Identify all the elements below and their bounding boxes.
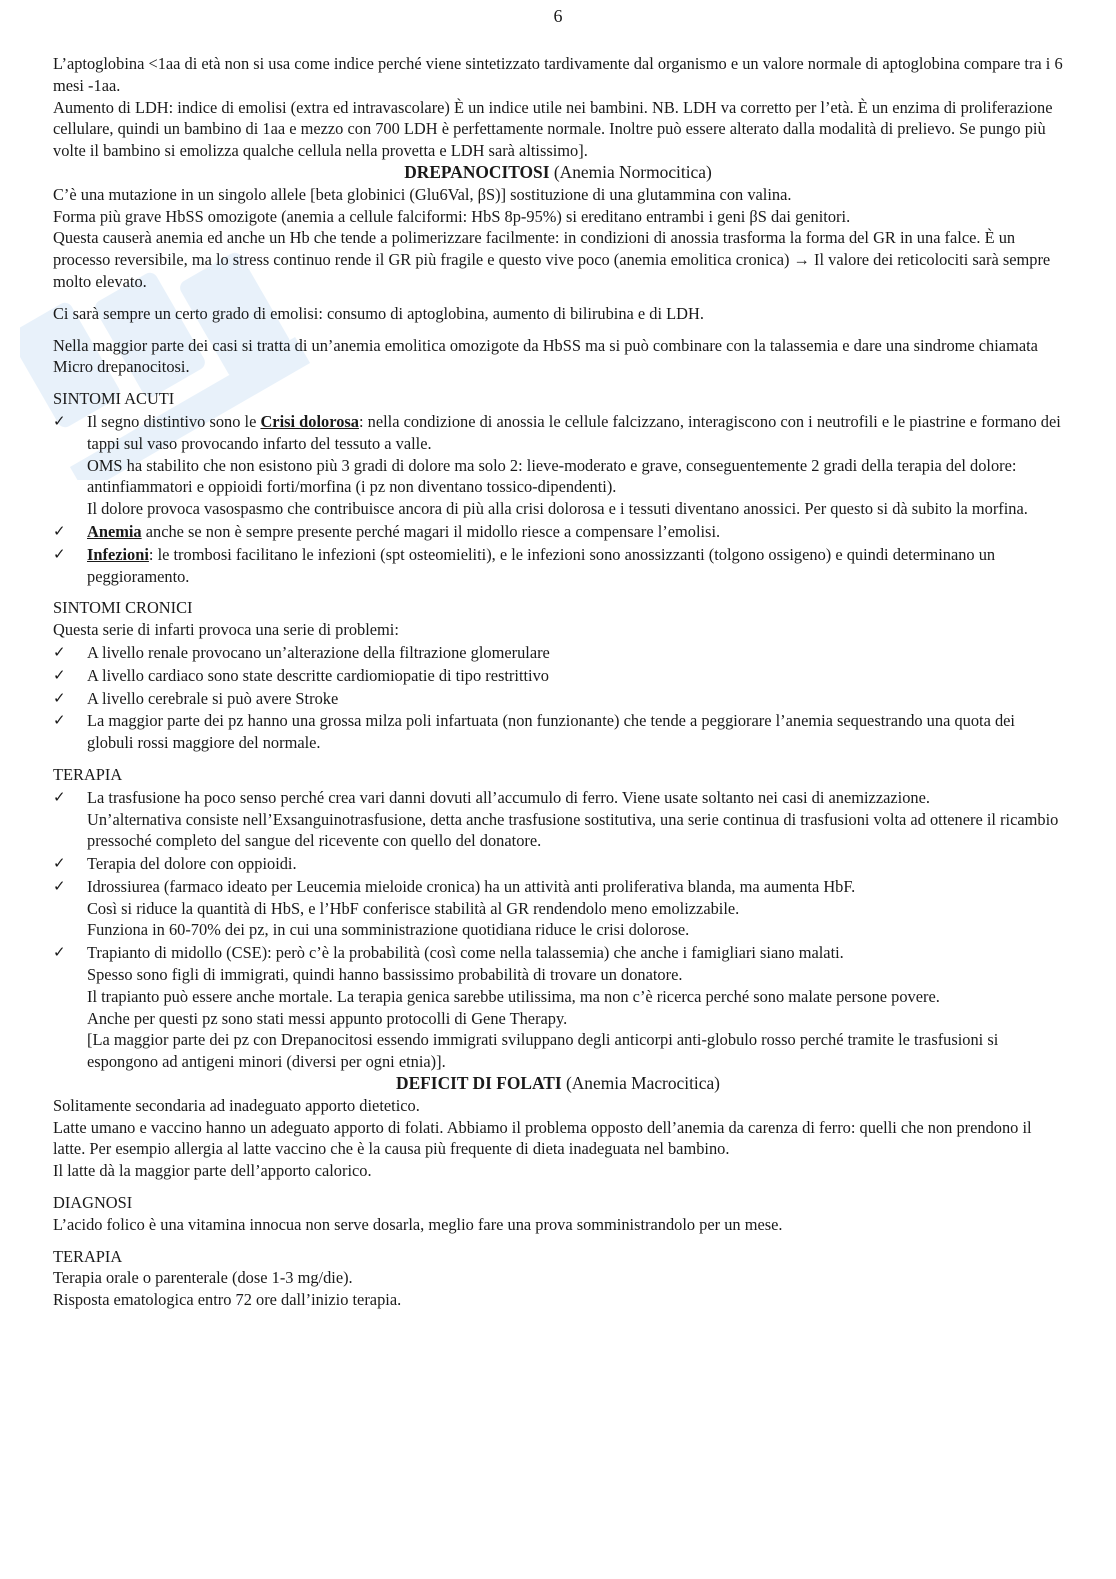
checkmark-icon: ✓	[53, 544, 66, 563]
item-text: : le trombosi facilitano le infezioni (spt osteomieliti), e le infezioni sono anossizzanti (tolgono ossigeno) e quindi determinano un peggioramento.	[87, 544, 996, 586]
drepano-paragraph-3: Questa causerà anemia ed anche un Hb che tende a polimerizzare facilmente: in condizioni di anossia trasforma la forma del GR in una falce. È un processo reversibile, ma lo stress continuo rende il GR più fragile e questo vive poco (anemia emolitica cronica) → Il valore dei reticolociti sarà sempre molto elevato.	[53, 228, 1051, 291]
terapia-folati-line-1: Terapia orale o parenterale (dose 1-3 mg/die).	[53, 1268, 353, 1288]
heading-terapia-folati: TERAPIA	[53, 1246, 123, 1266]
item-text: A livello renale provocano un’alterazione della filtrazione glomerulare	[87, 642, 550, 662]
item-text: A livello cardiaco sono state descritte cardiomiopatie di tipo restrittivo	[87, 665, 549, 685]
item-detail: Il dolore provoca vasospasmo che contribuisce ancora di più alla crisi dolorosa e i tessuti diventano anossici. Per questo si dà subito la morfina.	[87, 499, 1028, 519]
list-item	[53, 665, 1063, 687]
checkmark-icon: ✓	[53, 943, 66, 962]
checkmark-icon: ✓	[53, 711, 66, 730]
item-detail: Anche per questi pz sono stati messi appunto protocolli di Gene Therapy.	[87, 1008, 568, 1028]
diagnosi-text: L’acido folico è una vitamina innocua non serve dosarla, meglio fare una prova somministrandolo per un mese.	[53, 1214, 783, 1234]
list-item	[53, 710, 1063, 754]
list-item	[53, 521, 1063, 543]
item-detail: Funziona in 60-70% dei pz, in cui una somministrazione quotidiana riduce le crisi dolorose.	[87, 920, 690, 940]
list-item	[53, 688, 1063, 710]
list-item	[53, 544, 1063, 588]
section-subtitle: (Anemia Normocitica)	[553, 161, 712, 182]
item-lead: Anemia	[87, 521, 142, 541]
folati-paragraph-2: Latte umano e vaccino hanno un adeguato apporto di folati. Abbiamo il problema opposto dell’anemia da carenza di ferro: quelli che non prendono il latte. Per esempio allergia al latte vaccino che è la causa più frequente di dieta inadeguata nel bambino.	[53, 1117, 1032, 1159]
list-item	[53, 787, 1063, 852]
heading-sintomi-acuti: SINTOMI ACUTI	[53, 389, 175, 409]
folati-paragraph-3: Il latte dà la maggior parte dell’apporto calorico.	[53, 1161, 372, 1181]
section-title-text: DEFICIT DI FOLATI	[396, 1073, 562, 1094]
heading-diagnosi: DIAGNOSI	[53, 1193, 133, 1213]
item-detail: Il trapianto può essere anche mortale. La terapia genica sarebbe utilissima, ma non c’è ricerca perché sono malate persone povere.	[87, 986, 940, 1006]
list-terapia-drepano	[53, 787, 1063, 1073]
cronici-intro: Questa serie di infarti provoca una serie di problemi:	[53, 620, 399, 640]
item-lead: Crisi dolorosa	[260, 411, 359, 431]
checkmark-icon: ✓	[53, 876, 66, 895]
heading-terapia-drepano: TERAPIA	[53, 764, 123, 784]
list-item	[53, 853, 1063, 875]
section-title-drepanocitosi	[53, 162, 1063, 184]
section-title-folati	[53, 1073, 1063, 1095]
checkmark-icon: ✓	[53, 688, 66, 707]
checkmark-icon: ✓	[53, 642, 66, 661]
drepano-paragraph-emolisi: Ci sarà sempre un certo grado di emolisi: consumo di aptoglobina, aumento di bilirubina e di LDH.	[53, 303, 704, 323]
drepano-paragraph-micro: Nella maggior parte dei casi si tratta di un’anemia emolitica omozigote da HbSS ma si può combinare con la talassemia e dare una sindrome chiamata Micro drepanocitosi.	[53, 335, 1038, 377]
checkmark-icon: ✓	[53, 411, 66, 430]
item-detail: OMS ha stabilito che non esistono più 3 gradi di dolore ma solo 2: lieve-moderato e grave, conseguentemente 2 gradi della terapia del dolore: antinfiammatori e oppioidi forti/morfina (i pz non diventano tossico-dipendenti).	[87, 455, 1017, 497]
item-prefix: Il segno distintivo sono le	[87, 411, 261, 431]
list-item	[53, 411, 1063, 520]
section-title-text: DREPANOCITOSI	[404, 161, 550, 182]
checkmark-icon: ✓	[53, 854, 66, 873]
section-subtitle: (Anemia Macrocitica)	[565, 1073, 720, 1094]
item-text: La trasfusione ha poco senso perché crea vari danni dovuti all’accumulo di ferro. Viene usate soltanto nei casi di anemizzazione.	[87, 787, 930, 807]
item-text: A livello cerebrale si può avere Stroke	[87, 688, 339, 708]
item-detail: [La maggior parte dei pz con Drepanocitosi essendo immigrati sviluppano degli anticorpi anti-globulo rosso perché tramite le trasfusioni si espongono ad antigeni minori (diversi per ogni etnia)].	[87, 1030, 999, 1072]
list-sintomi-cronici	[53, 642, 1063, 754]
list-item	[53, 942, 1063, 1073]
list-item	[53, 642, 1063, 664]
item-lead: Infezioni	[87, 544, 149, 564]
item-detail: Spesso sono figli di immigrati, quindi hanno bassissimo probabilità di trovare un donatore.	[87, 965, 683, 985]
page-number: 6	[553, 6, 563, 26]
intro-paragraph-2: Aumento di LDH: indice di emolisi (extra ed intravascolare) È un indice utile nei bambini. NB. LDH va corretto per l’età. È un enzima di proliferazione cellulare, quindi un bambino di 1aa e mezzo con 700 LDH è perfettamente normale. Inoltre può essere alterato dalla modalità di prelievo. Se pungo più volte il bambino si emolizza qualche cellula nella provetta e LDH sarà altissimo].	[53, 97, 1053, 161]
item-text: Idrossiurea (farmaco ideato per Leucemia mieloide cronica) ha un attività anti proliferativa blanda, ma aumenta HbF.	[87, 876, 856, 896]
intro-paragraph-1: L’aptoglobina <1aa di età non si usa come indice perché viene sintetizzato tardivamente dal organismo e un valore normale di aptoglobina compare tra i 6 mesi -1aa.	[53, 54, 1063, 95]
terapia-folati-line-2: Risposta ematologica entro 72 ore dall’inizio terapia.	[53, 1290, 402, 1310]
item-text: Trapianto di midollo (CSE): però c’è la probabilità (così come nella talassemia) che anche i famigliari siano malati.	[87, 943, 844, 963]
checkmark-icon: ✓	[53, 787, 66, 806]
item-text: La maggior parte dei pz hanno una grossa milza poli infartuata (non funzionante) che tende a peggiorare l’anemia sequestrando una quota dei globuli rossi maggiore del normale.	[87, 711, 1015, 753]
item-text: Terapia del dolore con oppioidi.	[87, 854, 297, 874]
drepano-paragraph-1: C’è una mutazione in un singolo allele [beta globinici (Glu6Val, βS)] sostituzione di una glutammina con valina.	[53, 184, 792, 204]
checkmark-icon: ✓	[53, 665, 66, 684]
folati-paragraph-1: Solitamente secondaria ad inadeguato apporto dietetico.	[53, 1095, 420, 1115]
heading-sintomi-cronici: SINTOMI CRONICI	[53, 598, 193, 618]
item-text: anche se non è sempre presente perché magari il midollo riesce a compensare l’emolisi.	[141, 521, 721, 541]
drepano-paragraph-2: Forma più grave HbSS omozigote (anemia a cellule falciformi: HbS 8p-95%) si ereditano entrambi i geni βS dai genitori.	[53, 206, 851, 226]
page-content	[53, 53, 1063, 1311]
list-sintomi-acuti	[53, 411, 1063, 587]
item-text: : nella condizione di anossia le cellule falcizzano, interagiscono con i neutrofili e le piastrine e formano dei tappi sul vaso provocando infarto del tessuto a valle.	[87, 411, 1061, 453]
checkmark-icon: ✓	[53, 521, 66, 540]
item-detail: Un’alternativa consiste nell’Exsanguinotrasfusione, detta anche trasfusione sostitutiva, una serie continua di trasfusioni volta ad ottenere il ricambio pressoché completo del sangue del ricevente con quello del donatore.	[87, 809, 1059, 851]
list-item	[53, 876, 1063, 941]
item-detail: Così si riduce la quantità di HbS, e l’HbF conferisce stabilità al GR rendendolo meno emolizzabile.	[87, 898, 740, 918]
